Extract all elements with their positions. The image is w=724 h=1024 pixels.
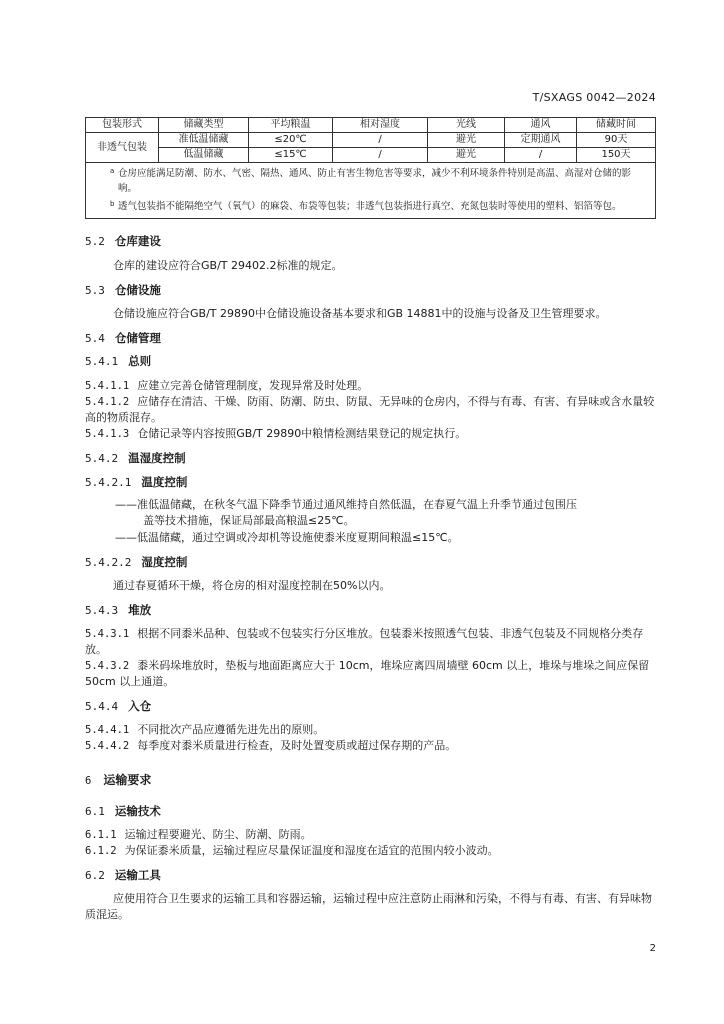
table-header-cell: 通风 xyxy=(505,118,577,133)
clause-5-4-3-2: 5.4.3.2 黍米码垛堆放时，垫板与地面距离应大于 10cm，堆垛应离四周墙壁 60cm 以上，堆垛与堆垛之间应保留 50cm 以上通道。 xyxy=(85,659,650,688)
section-text-5-2: 仓库的建设应符合GB/T 29402.2标准的规定。 xyxy=(113,259,343,272)
table-header-row xyxy=(86,118,656,133)
table-cell: / xyxy=(333,133,428,148)
table-note-a xyxy=(110,166,649,196)
table-cell: 非透气包装 xyxy=(86,133,159,163)
clause-5-4-4-1: 5.4.4.1 不同批次产品应遵循先进先出的原则。 xyxy=(85,723,325,736)
table-notes-cell xyxy=(86,163,656,219)
table-cell: 避光 xyxy=(428,148,505,163)
clause-5-4-1-2: 5.4.1.2 应储存在清洁、干燥、防雨、防潮、防虫、防鼠、无异味的仓房内，不得与有毒、有害、有异味或含水量较高的物质混存。 xyxy=(85,395,655,424)
table-header-cell: 包装形式 xyxy=(86,118,159,133)
section-heading-5-4: 5.4 仓储管理 xyxy=(85,331,161,345)
clause-6-1-2: 6.1.2 为保证黍米质量，运输过程应尽量保证温度和湿度在适宜的范围内较小波动。 xyxy=(85,844,499,857)
table-cell: / xyxy=(333,148,428,163)
storage-conditions-table xyxy=(85,117,656,219)
section-heading-5-4-4: 5.4.4 入仓 xyxy=(85,699,152,713)
table-header-cell: 光线 xyxy=(428,118,505,133)
section-heading-5-4-2-2: 5.4.2.2 湿度控制 xyxy=(85,555,188,569)
table-cell: 低温储藏 xyxy=(159,148,249,163)
section-heading-6-2: 6.2 运输工具 xyxy=(85,868,161,882)
note-text: 仓房应能满足防潮、防水、气密、隔热、通风、防止有害生物危害等要求，减少不利环境条件特别是高温、高湿对仓储的影响。 xyxy=(118,168,632,194)
table-cell: 90天 xyxy=(577,133,656,148)
standard-number: T/SXAGS 0042—2024 xyxy=(532,91,656,104)
section-heading-5-4-2-1: 5.4.2.1 温度控制 xyxy=(85,475,188,489)
table-cell: 避光 xyxy=(428,133,505,148)
table-notes-row xyxy=(86,163,656,219)
clause-5-4-1-1: 5.4.1.1 应建立完善仓储管理制度，发现异常及时处理。 xyxy=(85,379,369,392)
section-text-5-4-2-2: 通过春夏循环干燥，将仓房的相对湿度控制在50%以内。 xyxy=(113,579,391,592)
clause-5-4-1-3: 5.4.1.3 仓储记录等内容按照GB/T 29890中粮情检测结果登记的规定执行。 xyxy=(85,427,467,440)
note-marker: a xyxy=(110,167,115,175)
table-header-cell: 平均粮温 xyxy=(249,118,333,133)
section-text-6-2: 应使用符合卫生要求的运输工具和容器运输，运输过程中应注意防止雨淋和污染，不得与有毒、有害、有异味物质混运。 xyxy=(85,892,652,921)
section-heading-6-1: 6.1 运输技术 xyxy=(85,804,161,818)
table-note-b xyxy=(110,199,649,214)
section-heading-5-4-2: 5.4.2 温湿度控制 xyxy=(85,451,186,465)
note-marker: b xyxy=(110,200,115,208)
table-cell: 定期通风 xyxy=(505,133,577,148)
table-header-cell: 储藏类型 xyxy=(159,118,249,133)
table-cell: ≤15℃ xyxy=(249,148,333,163)
dash-item-quasi-low-temp: ——准低温储藏，在秋冬气温下降季节通过通风维持自然低温，在春夏气温上升季节通过包围压 盖等技术措施，保证局部最高粮温≤25℃。 xyxy=(115,498,577,527)
page-number: 2 xyxy=(649,943,656,954)
clause-5-4-4-2: 5.4.4.2 每季度对黍米质量进行检查，及时处置变质或超过保存期的产品。 xyxy=(85,739,457,752)
clause-6-1-1: 6.1.1 运输过程要避光、防尘、防潮、防雨。 xyxy=(85,828,312,841)
section-heading-5-4-1: 5.4.1 总则 xyxy=(85,354,152,368)
dash-item-low-temp: ——低温储藏，通过空调或冷却机等设施使黍米度夏期间粮温≤15℃。 xyxy=(115,531,459,544)
table-cell: / xyxy=(505,148,577,163)
table-cell: ≤20℃ xyxy=(249,133,333,148)
section-heading-6: 6 运输要求 xyxy=(85,773,152,787)
section-text-5-3: 仓储设施应符合GB/T 29890中仓储设施设备基本要求和GB 14881中的设施与设备及卫生管理要求。 xyxy=(113,307,607,320)
section-heading-5-4-3: 5.4.3 堆放 xyxy=(85,603,152,617)
note-text: 透气包装指不能隔绝空气（氧气）的麻袋、布袋等包装；非透气包装指进行真空、充氮包装时等使用的塑料、铝箔等包。 xyxy=(118,201,622,212)
table-row xyxy=(86,148,656,163)
section-heading-5-3: 5.3 仓储设施 xyxy=(85,283,161,297)
table-header-cell: 相对湿度 xyxy=(333,118,428,133)
table-cell: 150天 xyxy=(577,148,656,163)
clause-5-4-3-1: 5.4.3.1 根据不同黍米品种、包装或不包装实行分区堆放。包装黍米按照透气包装、非透气包装及不同规格分类存放。 xyxy=(85,627,644,656)
table-header-cell: 储藏时间 xyxy=(577,118,656,133)
table-row xyxy=(86,133,656,148)
table-cell: 准低温储藏 xyxy=(159,133,249,148)
section-heading-5-2: 5.2 仓库建设 xyxy=(85,234,161,248)
